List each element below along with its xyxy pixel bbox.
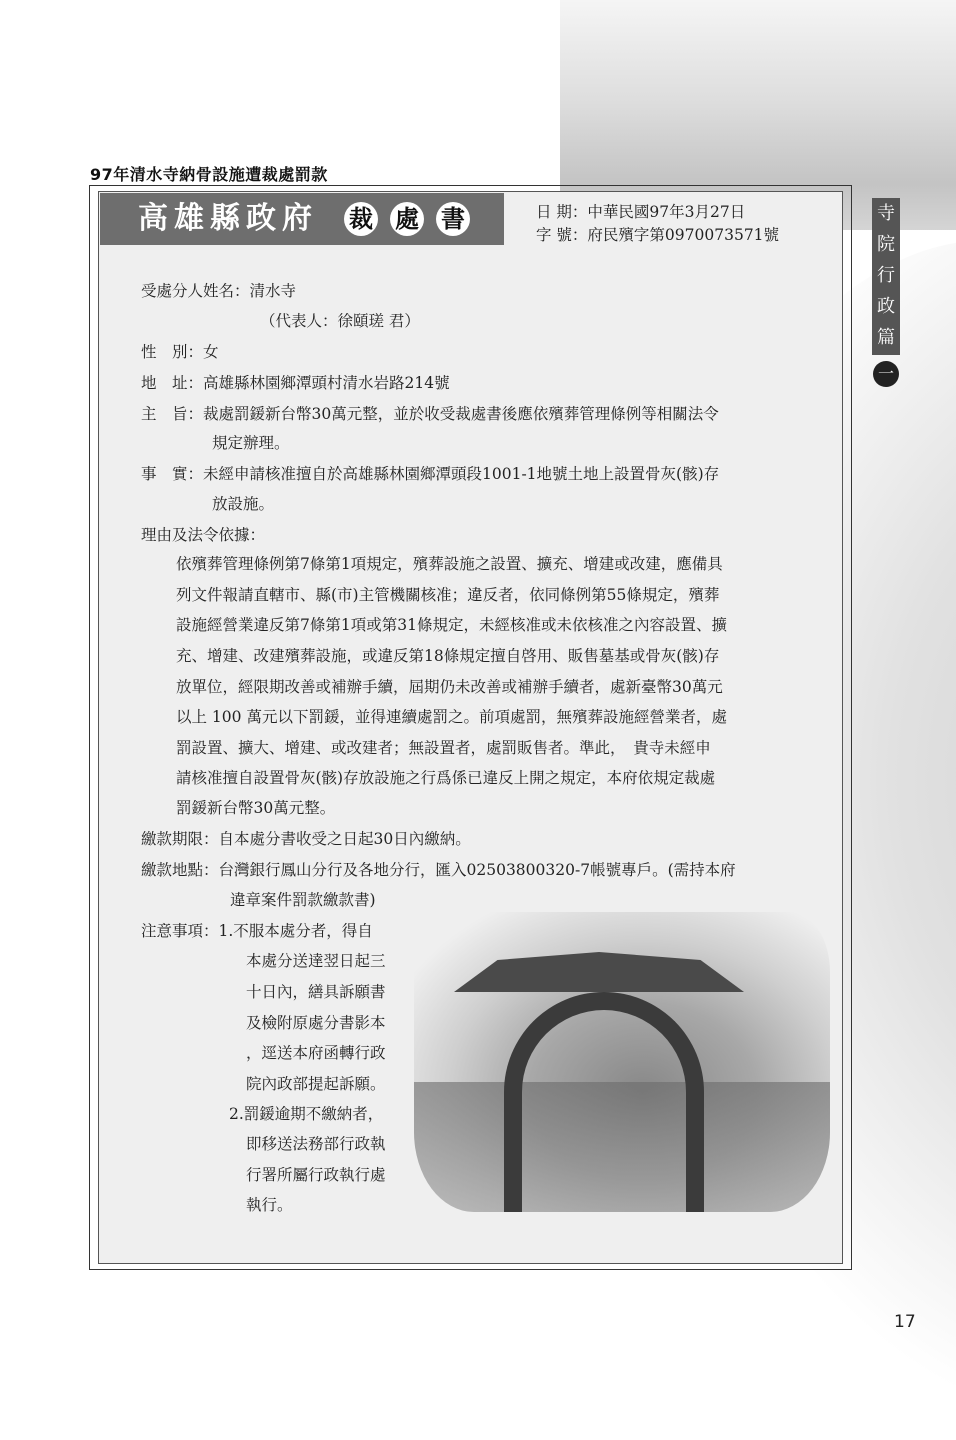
reasons-line: 充、增建、改建殯葬設施，或違反第18條規定擅自啓用、販售墓基或骨灰(骸)存 — [176, 647, 720, 665]
issuer-name: 高雄縣政府 — [138, 201, 318, 236]
notes-line: 院內政部提起訴願。 — [246, 1075, 386, 1093]
page-number: 17 — [894, 1312, 916, 1332]
section-side-tab — [872, 198, 900, 355]
section-number-circle: 一 — [873, 361, 899, 387]
reasons-line: 設施經營業違反第7條第1項或第31條規定，未經核准或未依核准之內容設置、擴 — [176, 616, 727, 634]
temple-gate-photo — [414, 912, 830, 1212]
gate-roof-shape — [454, 952, 744, 992]
notes-line: 執行。 — [246, 1196, 293, 1214]
side-tab-char: 寺 — [877, 203, 895, 224]
recipient-name-line: 受處分人姓名：清水寺 — [141, 282, 297, 300]
reasons-line: 請核准擅自設置骨灰(骸)存放設施之行爲係已違反上開之規定，本府依規定裁處 — [176, 769, 716, 787]
date-line: 日 期：中華民國97年3月27日 — [536, 203, 746, 221]
notes-line: ，逕送本府函轉行政 — [246, 1044, 386, 1062]
page-header-title: 97年清水寺納骨設施遭裁處罰款 — [90, 165, 328, 184]
payment-location-cont: 違章案件罰款繳款書) — [230, 891, 376, 909]
payment-location-line: 繳款地點：台灣銀行鳳山分行及各地分行，匯入02503800320-7帳號專戶。(需持本府 — [141, 861, 736, 879]
side-tab-char: 政 — [877, 296, 895, 317]
badge-char-3: 書 — [436, 202, 470, 236]
reasons-line: 放單位，經限期改善或補辦手續，屆期仍未改善或補辦手續者，處新臺幣30萬元 — [176, 678, 723, 696]
reasons-line: 以上 100 萬元以下罰鍰，並得連續處罰之。前項處罰，無殯葬設施經營業者，處 — [176, 708, 727, 726]
address-line: 地 址：高雄縣林園鄉潭頭村清水岩路214號 — [141, 374, 450, 392]
gate-arch-shape — [504, 992, 704, 1212]
reasons-line: 罰設置、擴大、增建、或改建者；無設置者，處罰販售者。準此， 貴寺未經申 — [176, 739, 711, 757]
reasons-line: 依殯葬管理條例第7條第1項規定，殯葬設施之設置、擴充、增建或改建，應備具 — [176, 555, 723, 573]
side-tab-char: 篇 — [877, 327, 895, 348]
gender-line: 性 別：女 — [141, 343, 219, 361]
badge-char-1: 裁 — [344, 202, 378, 236]
payment-deadline-line: 繳款期限：自本處分書收受之日起30日內繳納。 — [141, 830, 471, 848]
representative-line: （代表人：徐頤瑳 君） — [260, 312, 420, 330]
notes-line: 本處分送達翌日起三 — [246, 952, 386, 970]
side-tab-char: 行 — [877, 265, 895, 286]
facts-line: 事 實：未經申請核准擅自於高雄縣林園鄉潭頭段1001-1地號土地上設置骨灰(骸)存 — [141, 465, 720, 483]
subject-line: 主 旨：裁處罰鍰新台幣30萬元整，並於收受裁處書後應依殯葬管理條例等相關法令 — [141, 405, 719, 423]
document-number-line: 字 號：府民殯字第0970073571號 — [536, 226, 780, 244]
subject-line-cont: 規定辦理。 — [212, 434, 290, 452]
side-tab-char: 院 — [877, 234, 895, 255]
notes-line: 注意事項：1.不服本處分者，得自 — [141, 922, 373, 940]
notes-line: 2.罰鍰逾期不繳納者， — [229, 1105, 384, 1123]
badge-char-2: 處 — [390, 202, 424, 236]
notes-line: 及檢附原處分書影本 — [246, 1014, 386, 1032]
notes-line: 十日內，繕具訴願書 — [246, 983, 386, 1001]
notes-line: 行署所屬行政執行處 — [246, 1166, 386, 1184]
reasons-line: 列文件報請直轄市、縣(市)主管機關核准；違反者，依同條例第55條規定，殯葬 — [176, 586, 720, 604]
reasons-heading: 理由及法令依據： — [141, 526, 266, 544]
facts-line-cont: 放設施。 — [212, 495, 275, 513]
reasons-line: 罰鍰新台幣30萬元整。 — [176, 799, 336, 817]
notes-line: 即移送法務部行政執 — [246, 1135, 386, 1153]
